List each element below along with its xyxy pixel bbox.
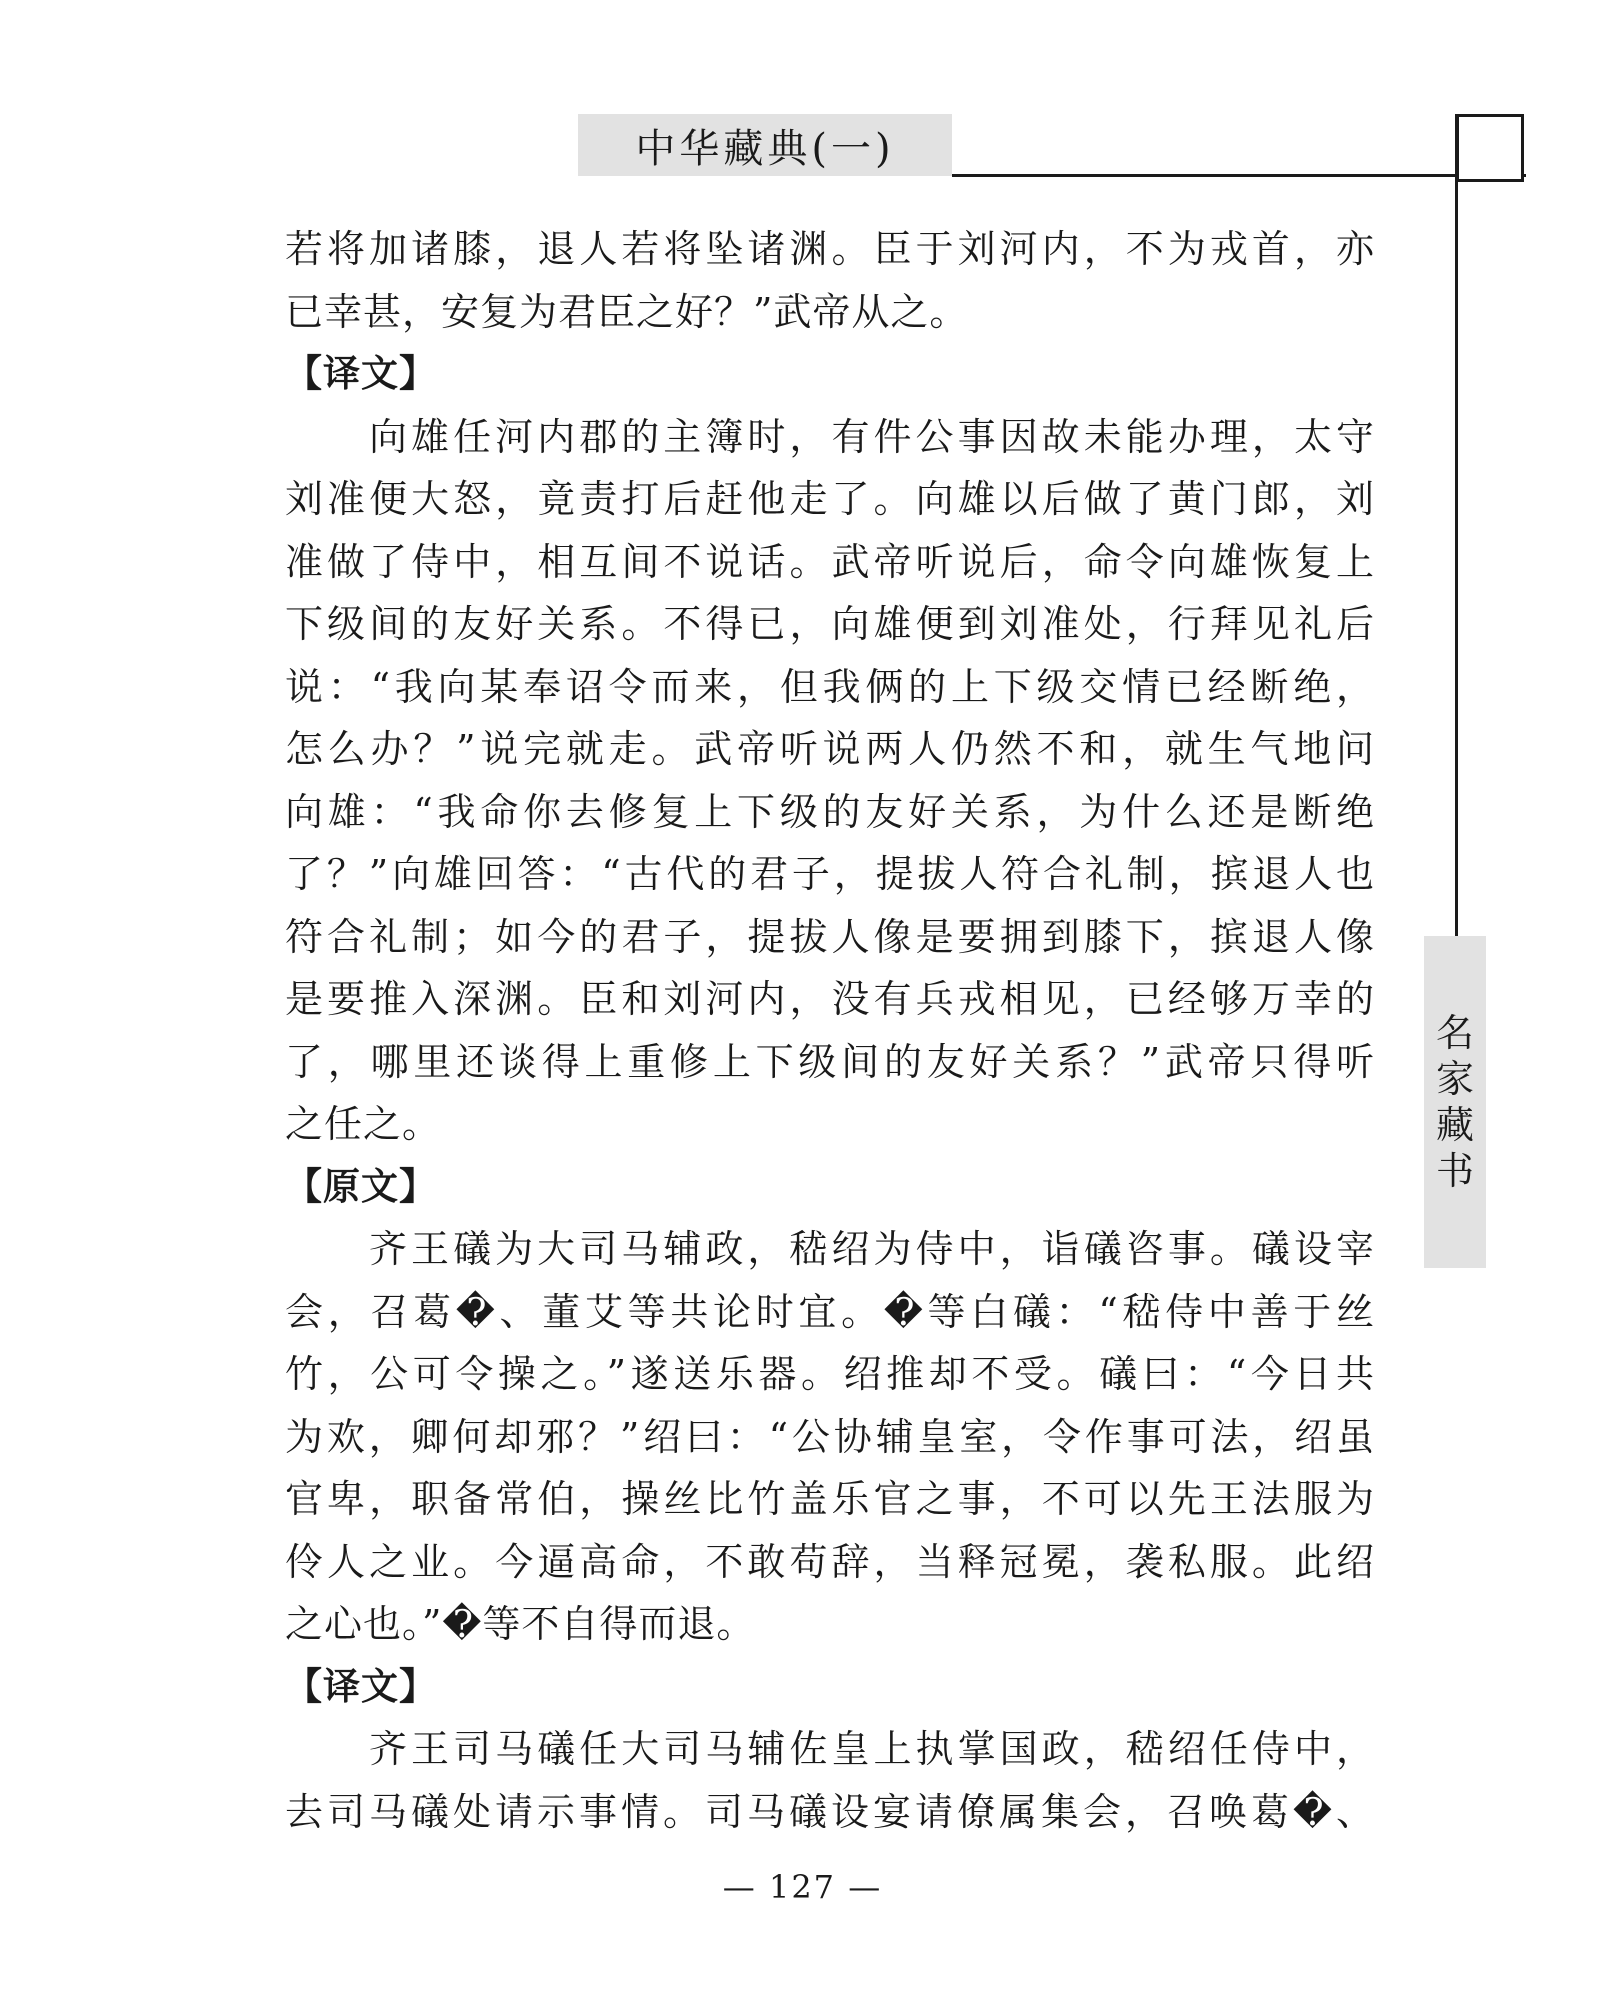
text-line: 之心也。”�等不自得而退。 bbox=[285, 1602, 756, 1646]
side-tab-char: 家 bbox=[1435, 1057, 1474, 1101]
text-line: 齐王礒为大司马辅政，嵇绍为侍中，诣礒咨事。礒设宰 bbox=[369, 1227, 1375, 1271]
text-line: 齐王司马礒任大司马辅佐皇上执掌国政，嵇绍任侍中， bbox=[369, 1727, 1375, 1771]
text-line: 了，哪里还谈得上重修上下级间的友好关系？”武帝只得听 bbox=[285, 1039, 1375, 1084]
text-line: 怎么办？”说完就走。武帝听说两人仍然不和，就生气地问 bbox=[285, 727, 1375, 771]
page-number: — 127 — bbox=[722, 1868, 883, 1906]
header-corner-box bbox=[1456, 114, 1524, 182]
text-line: 伶人之业。今逼高命，不敢苟辞，当释冠冕，袭私服。此绍 bbox=[285, 1539, 1375, 1584]
text-line: 是要推入深渊。臣和刘河内，没有兵戎相见，已经够万幸的 bbox=[285, 977, 1375, 1021]
text-line: 之任之。 bbox=[285, 1102, 442, 1146]
margin-rule bbox=[1455, 114, 1458, 938]
section-heading: 【译文】 bbox=[285, 352, 437, 395]
text-line: 下级间的友好关系。不得已，向雄便到刘准处，行拜见礼后 bbox=[285, 602, 1375, 646]
text-line: 说：“我向某奉诏令而来，但我俩的上下级交情已经断绝， bbox=[285, 664, 1375, 709]
side-tab-char: 名 bbox=[1435, 1011, 1474, 1055]
text-line: 官卑，职备常伯，操丝比竹盖乐官之事，不可以先王法服为 bbox=[285, 1477, 1375, 1521]
text-line: 为欢，卿何却邪？”绍曰：“公协辅皇室，令作事可法，绍虽 bbox=[285, 1414, 1375, 1459]
text-line: 刘准便大怒，竟责打后赶他走了。向雄以后做了黄门郎，刘 bbox=[285, 477, 1375, 521]
section-heading: 【原文】 bbox=[285, 1164, 437, 1208]
section-heading: 【译文】 bbox=[285, 1664, 437, 1708]
text-line: 符合礼制；如今的君子，提拔人像是要拥到膝下，摈退人像 bbox=[285, 914, 1375, 959]
text-line: 向雄：“我命你去修复上下级的友好关系，为什么还是断绝 bbox=[285, 789, 1375, 834]
section-side-tab bbox=[1424, 936, 1486, 1268]
text-line: 向雄任河内郡的主簿时，有件公事因故未能办理，太守 bbox=[369, 414, 1375, 459]
text-line: 竹，公可令操之。”遂送乐器。绍推却不受。礒曰：“今日共 bbox=[285, 1352, 1375, 1396]
side-tab-char: 藏 bbox=[1435, 1103, 1474, 1147]
text-line: 已幸甚，安复为君臣之好？”武帝从之。 bbox=[285, 289, 969, 334]
running-header bbox=[578, 114, 952, 176]
text-line: 若将加诸膝，退人若将坠诸渊。臣于刘河内，不为戎首，亦 bbox=[285, 227, 1375, 271]
text-line: 去司马礒处请示事情。司马礒设宴请僚属集会，召唤葛�、 bbox=[285, 1789, 1375, 1834]
text-line: 了？”向雄回答：“古代的君子，提拔人符合礼制，摈退人也 bbox=[285, 852, 1375, 896]
text-line: 会，召葛�、董艾等共论时宜。�等白礒：“嵇侍中善于丝 bbox=[285, 1289, 1375, 1334]
header-rule bbox=[952, 174, 1526, 177]
text-line: 准做了侍中，相互间不说话。武帝听说后，命令向雄恢复上 bbox=[285, 539, 1375, 584]
side-tab-char: 书 bbox=[1435, 1149, 1474, 1193]
book-title: 中华藏典(一) bbox=[635, 125, 895, 172]
body-text bbox=[285, 218, 1375, 1843]
